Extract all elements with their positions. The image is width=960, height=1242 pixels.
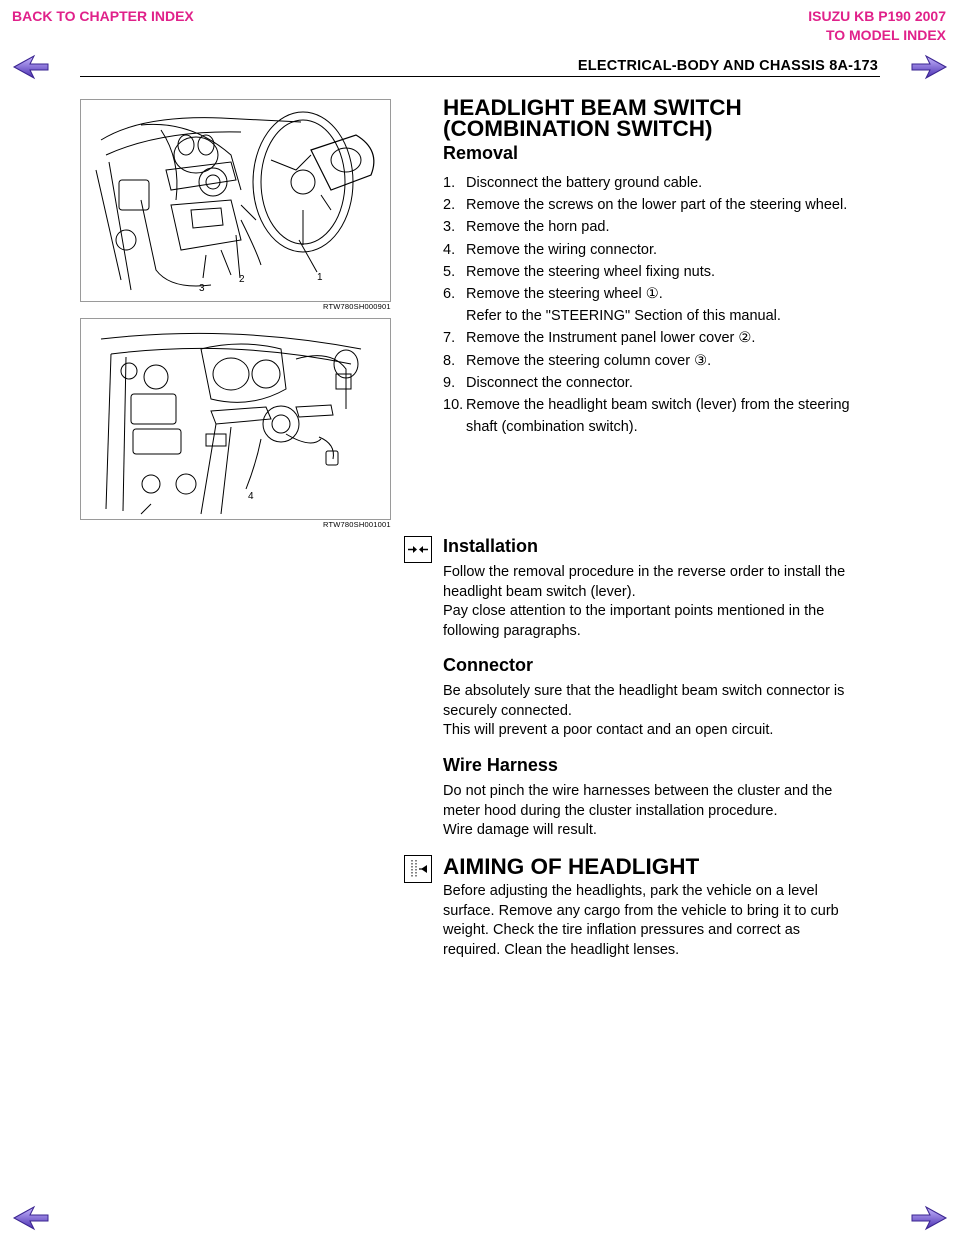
aiming-line: weight. Check the tire inflation pressures and correct as — [443, 922, 801, 939]
installation-heading: Installation — [443, 536, 539, 556]
installation-text — [443, 563, 888, 641]
prev-page-arrow-icon[interactable] — [12, 1205, 50, 1231]
connector-heading: Connector — [443, 655, 533, 675]
connector-line: securely connected. — [443, 702, 572, 719]
callout-4: 4 — [248, 491, 254, 502]
step-number — [443, 305, 466, 327]
removal-step — [443, 283, 888, 305]
removal-heading: Removal — [443, 143, 519, 163]
step-text: Remove the screws on the lower part of the steering wheel. — [466, 197, 848, 214]
step-number: 4. — [443, 241, 456, 258]
back-to-chapter-index-link[interactable]: BACK TO CHAPTER INDEX — [12, 8, 194, 24]
model-title-link[interactable]: ISUZU KB P190 2007 — [808, 8, 946, 24]
step-text: Remove the wiring connector. — [466, 241, 658, 258]
removal-step — [443, 216, 888, 238]
step-number — [443, 416, 466, 438]
installation-line: Follow the removal procedure in the reverse order to install the — [443, 564, 846, 580]
aiming-line: required. Clean the headlight lenses. — [443, 941, 680, 958]
section-title — [443, 97, 742, 139]
aiming-heading: AIMING OF HEADLIGHT — [443, 854, 700, 879]
figure-2-caption: RTW780SH001001 — [323, 520, 391, 529]
removal-step — [443, 350, 888, 372]
callout-1: 1 — [317, 272, 323, 283]
removal-step — [443, 194, 888, 216]
figure-steering-wheel-removal — [80, 99, 391, 302]
prev-page-arrow-icon[interactable] — [12, 54, 50, 80]
step-text: Remove the steering column cover ③. — [466, 352, 712, 369]
step-number: 3. — [443, 219, 456, 236]
step-text: Disconnect the battery ground cable. — [466, 175, 703, 191]
removal-step — [443, 327, 888, 349]
installation-line: headlight beam switch (lever). — [443, 583, 636, 600]
aiming-line: Before adjusting the headlights, park the vehicle on a level — [443, 883, 818, 899]
step-text: Remove the steering wheel fixing nuts. — [466, 263, 716, 280]
step-text: shaft (combination switch). — [466, 419, 638, 436]
callout-2: 2 — [239, 274, 245, 285]
removal-step-continuation — [443, 416, 888, 438]
step-number: 1. — [443, 175, 456, 191]
next-page-arrow-icon[interactable] — [910, 1205, 948, 1231]
wire-harness-heading: Wire Harness — [443, 755, 558, 775]
aiming-line: surface. Remove any cargo from the vehicle to bring it to curb — [443, 902, 839, 919]
dashboard-steering-illustration — [81, 100, 390, 301]
installation-line: Pay close attention to the important points mentioned in the — [443, 603, 825, 620]
connector-line: This will prevent a poor contact and an open circuit. — [443, 722, 774, 739]
connector-line: Be absolutely sure that the headlight beam switch connector is — [443, 683, 845, 699]
step-text: Remove the headlight beam switch (lever) from the steering — [466, 397, 850, 414]
removal-step — [443, 261, 888, 283]
removal-step — [443, 239, 888, 261]
step-text: Refer to the "STEERING" Section of this manual. — [466, 308, 781, 325]
adjust-icon — [404, 855, 432, 883]
header-divider — [80, 76, 880, 77]
step-number: 9. — [443, 374, 456, 391]
wire-harness-line: Do not pinch the wire harnesses between the cluster and the — [443, 783, 833, 799]
page-header-title: ELECTRICAL-BODY AND CHASSIS 8A-173 — [577, 58, 878, 74]
step-number: 6. — [443, 286, 456, 303]
step-number: 5. — [443, 263, 456, 280]
wire-harness-text — [443, 782, 888, 841]
figure-combination-switch — [80, 318, 391, 520]
figure-1-caption: RTW780SH000901 — [323, 302, 391, 311]
step-number: 7. — [443, 330, 456, 347]
callout-3: 3 — [199, 283, 205, 294]
removal-step — [443, 172, 888, 194]
section-title-line-1: HEADLIGHT BEAM SWITCH — [443, 95, 742, 120]
removal-step-note — [443, 305, 888, 327]
back-to-model-index-link[interactable]: TO MODEL INDEX — [825, 27, 946, 43]
step-text: Remove the horn pad. — [466, 219, 610, 236]
next-page-arrow-icon[interactable] — [910, 54, 948, 80]
step-text: Disconnect the connector. — [466, 374, 633, 391]
step-number: 8. — [443, 352, 456, 369]
removal-steps-list — [443, 172, 888, 438]
step-text: Remove the Instrument panel lower cover ②. — [466, 330, 756, 347]
combination-switch-illustration — [81, 319, 390, 519]
aiming-text — [443, 882, 888, 960]
wire-harness-line: meter hood during the cluster installation procedure. — [443, 802, 778, 819]
step-text: Remove the steering wheel ①. — [466, 286, 663, 303]
installation-line: following paragraphs. — [443, 622, 581, 639]
removal-step — [443, 394, 888, 416]
step-number: 2. — [443, 197, 456, 214]
removal-step — [443, 372, 888, 394]
section-title-line-2: (COMBINATION SWITCH) — [443, 116, 713, 141]
install-arrows-icon — [404, 536, 432, 563]
connector-text — [443, 682, 888, 741]
wire-harness-line: Wire damage will result. — [443, 822, 597, 839]
step-number: 10. — [443, 397, 464, 414]
